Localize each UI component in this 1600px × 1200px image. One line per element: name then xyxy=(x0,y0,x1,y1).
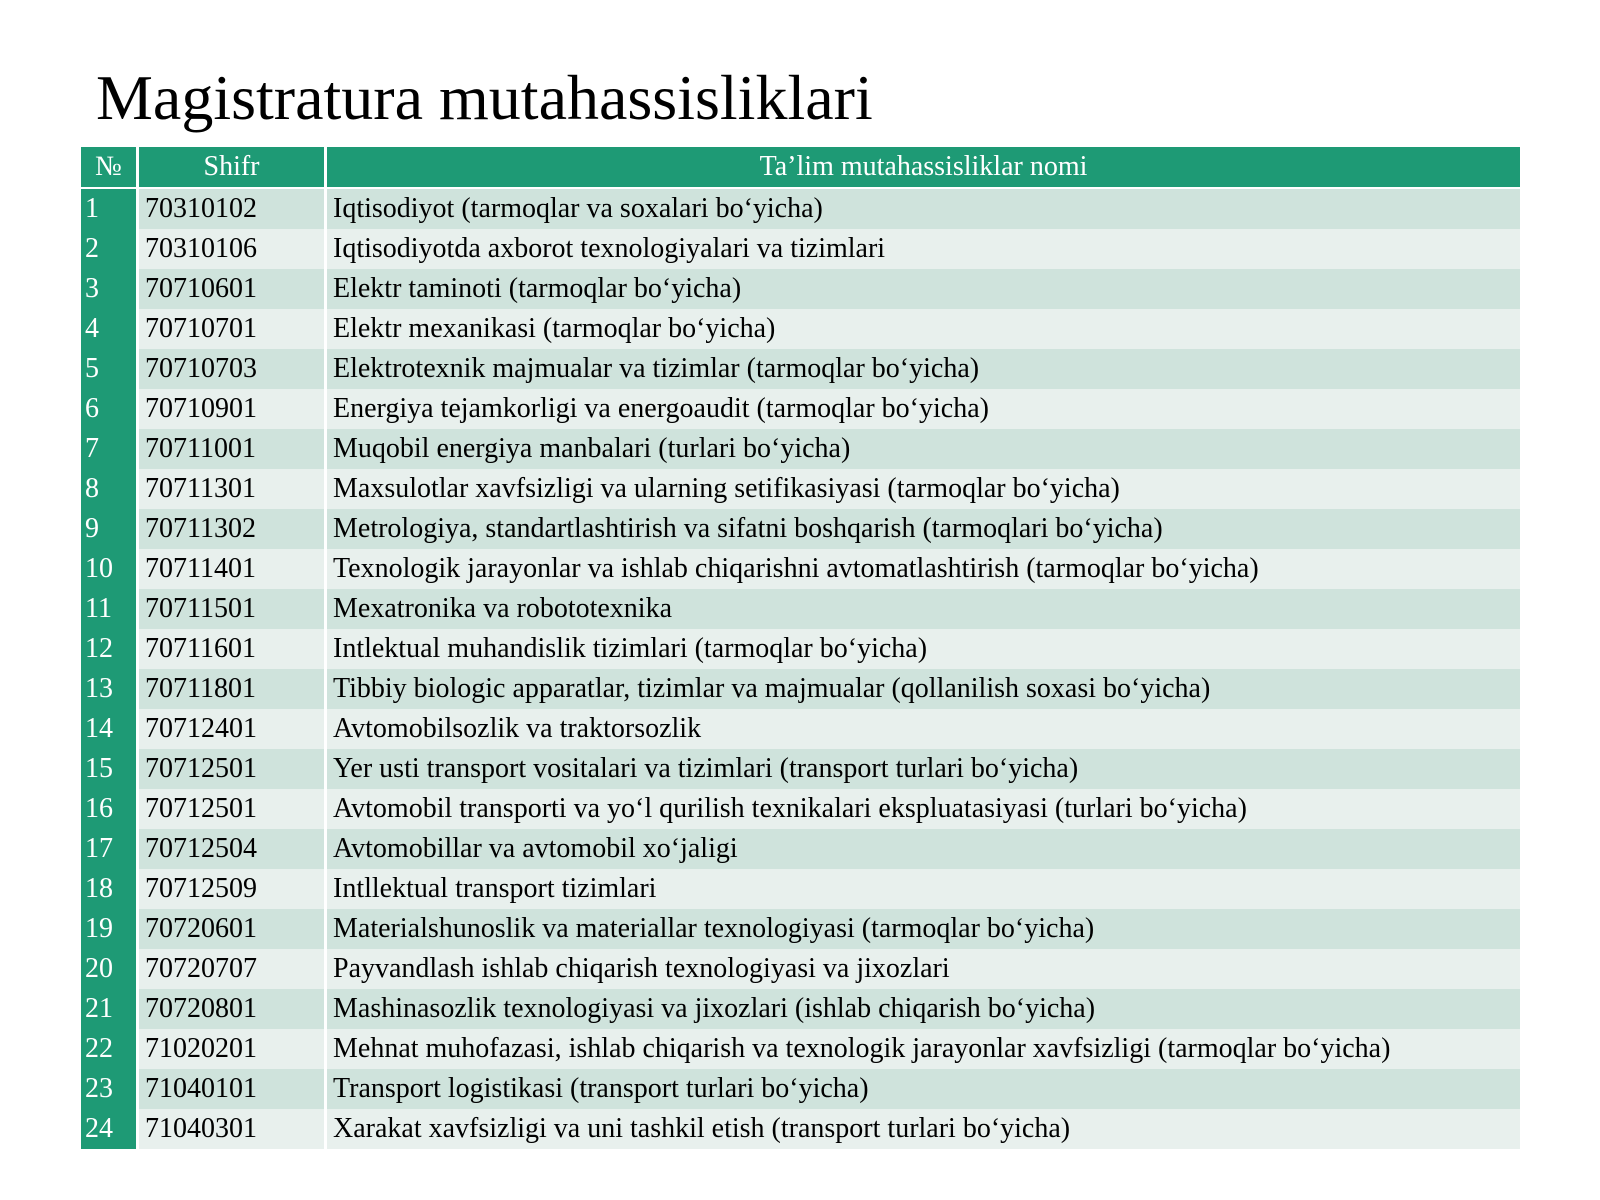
row-code: 71040301 xyxy=(139,1109,327,1149)
header-name: Ta’lim mutahassisliklar nomi xyxy=(759,151,1088,182)
row-number: 22 xyxy=(81,1029,139,1069)
table-row xyxy=(81,869,1520,909)
row-name: Avtomobil transporti va yo‘l qurilish texnikalari ekspluatasiyasi (turlari bo‘yicha) xyxy=(327,789,1520,829)
row-code: 70310106 xyxy=(139,229,327,269)
row-code: 70712501 xyxy=(139,789,327,829)
row-number: 2 xyxy=(81,229,139,269)
row-name: Mehnat muhofazasi, ishlab chiqarish va texnologik jarayonlar xavfsizligi (tarmoqlar bo‘yicha) xyxy=(327,1029,1520,1069)
row-number: 20 xyxy=(81,949,139,989)
row-number: 4 xyxy=(81,309,139,349)
row-number: 15 xyxy=(81,749,139,789)
header-number: № xyxy=(81,147,139,187)
row-number: 14 xyxy=(81,709,139,749)
row-code: 70711301 xyxy=(139,469,327,509)
row-number: 24 xyxy=(81,1109,139,1149)
row-number: 23 xyxy=(81,1069,139,1109)
row-number: 18 xyxy=(81,869,139,909)
row-code: 70710901 xyxy=(139,389,327,429)
row-number: 11 xyxy=(81,589,139,629)
row-code: 70710601 xyxy=(139,269,327,309)
row-name: Mashinasozlik texnologiyasi va jixozlari (ishlab chiqarish bo‘yicha) xyxy=(327,989,1520,1029)
table-row xyxy=(81,469,1520,509)
row-number: 7 xyxy=(81,429,139,469)
table-header-row xyxy=(81,147,1520,189)
table-row xyxy=(81,829,1520,869)
table-row xyxy=(81,309,1520,349)
table-row xyxy=(81,709,1520,749)
row-number: 21 xyxy=(81,989,139,1029)
row-name: Elektrotexnik majmualar va tizimlar (tarmoqlar bo‘yicha) xyxy=(327,349,1520,389)
row-code: 70712401 xyxy=(139,709,327,749)
table-row xyxy=(81,1109,1520,1149)
row-code: 71020201 xyxy=(139,1029,327,1069)
row-name: Elektr taminoti (tarmoqlar bo‘yicha) xyxy=(327,269,1520,309)
row-name: Iqtisodiyot (tarmoqlar va soxalari bo‘yicha) xyxy=(327,189,1520,229)
row-code: 70720601 xyxy=(139,909,327,949)
table-row xyxy=(81,269,1520,309)
row-name: Intllektual transport tizimlari xyxy=(327,869,1520,909)
row-code: 70720801 xyxy=(139,989,327,1029)
table-row xyxy=(81,789,1520,829)
row-name: Avtomobillar va avtomobil xo‘jaligi xyxy=(327,829,1520,869)
table-row xyxy=(81,949,1520,989)
row-number: 9 xyxy=(81,509,139,549)
table-row xyxy=(81,669,1520,709)
row-name: Energiya tejamkorligi va energoaudit (tarmoqlar bo‘yicha) xyxy=(327,389,1520,429)
row-code: 70720707 xyxy=(139,949,327,989)
table-row xyxy=(81,549,1520,589)
table-row xyxy=(81,509,1520,549)
row-name: Muqobil energiya manbalari (turlari bo‘yicha) xyxy=(327,429,1520,469)
row-code: 70711001 xyxy=(139,429,327,469)
row-name: Transport logistikasi (transport turlari bo‘yicha) xyxy=(327,1069,1520,1109)
row-number: 1 xyxy=(81,189,139,229)
row-code: 70711401 xyxy=(139,549,327,589)
table-body xyxy=(81,189,1520,1149)
row-name: Texnologik jarayonlar va ishlab chiqarishni avtomatlashtirish (tarmoqlar bo‘yicha) xyxy=(327,549,1520,589)
row-number: 6 xyxy=(81,389,139,429)
specialties-table xyxy=(81,147,1520,1149)
table-row xyxy=(81,1069,1520,1109)
row-code: 70711501 xyxy=(139,589,327,629)
table-row xyxy=(81,1029,1520,1069)
row-number: 10 xyxy=(81,549,139,589)
row-code: 71040101 xyxy=(139,1069,327,1109)
row-name: Mexatronika va robototexnika xyxy=(327,589,1520,629)
row-name: Yer usti transport vositalari va tizimlari (transport turlari bo‘yicha) xyxy=(327,749,1520,789)
row-code: 70711601 xyxy=(139,629,327,669)
row-number: 17 xyxy=(81,829,139,869)
row-name: Payvandlash ishlab chiqarish texnologiyasi va jixozlari xyxy=(327,949,1520,989)
row-name: Intlektual muhandislik tizimlari (tarmoqlar bo‘yicha) xyxy=(327,629,1520,669)
row-code: 70310102 xyxy=(139,189,327,229)
row-name: Iqtisodiyotda axborot texnologiyalari va tizimlari xyxy=(327,229,1520,269)
row-code: 70710701 xyxy=(139,309,327,349)
row-number: 16 xyxy=(81,789,139,829)
table-row xyxy=(81,429,1520,469)
row-number: 5 xyxy=(81,349,139,389)
table-row xyxy=(81,629,1520,669)
row-number: 12 xyxy=(81,629,139,669)
table-row xyxy=(81,229,1520,269)
table-row xyxy=(81,389,1520,429)
row-code: 70712509 xyxy=(139,869,327,909)
row-code: 70712501 xyxy=(139,749,327,789)
row-name: Metrologiya, standartlashtirish va sifatni boshqarish (tarmoqlari bo‘yicha) xyxy=(327,509,1520,549)
header-code: Shifr xyxy=(139,147,327,187)
table-row xyxy=(81,349,1520,389)
row-number: 13 xyxy=(81,669,139,709)
row-number: 19 xyxy=(81,909,139,949)
row-name: Tibbiy biologic apparatlar, tizimlar va majmualar (qollanilish soxasi bo‘yicha) xyxy=(327,669,1520,709)
row-code: 70712504 xyxy=(139,829,327,869)
row-number: 3 xyxy=(81,269,139,309)
row-name: Xarakat xavfsizligi va uni tashkil etish (transport turlari bo‘yicha) xyxy=(327,1109,1520,1149)
row-code: 70711801 xyxy=(139,669,327,709)
row-code: 70710703 xyxy=(139,349,327,389)
row-name: Elektr mexanikasi (tarmoqlar bo‘yicha) xyxy=(327,309,1520,349)
row-name: Avtomobilsozlik va traktorsozlik xyxy=(327,709,1520,749)
table-row xyxy=(81,189,1520,229)
row-number: 8 xyxy=(81,469,139,509)
row-name: Materialshunoslik va materiallar texnologiyasi (tarmoqlar bo‘yicha) xyxy=(327,909,1520,949)
table-row xyxy=(81,989,1520,1029)
table-row xyxy=(81,589,1520,629)
table-row xyxy=(81,909,1520,949)
row-name: Maxsulotlar xavfsizligi va ularning setifikasiyasi (tarmoqlar bo‘yicha) xyxy=(327,469,1520,509)
row-code: 70711302 xyxy=(139,509,327,549)
table-row xyxy=(81,749,1520,789)
page-title: Magistratura mutahassisliklari xyxy=(96,62,873,133)
